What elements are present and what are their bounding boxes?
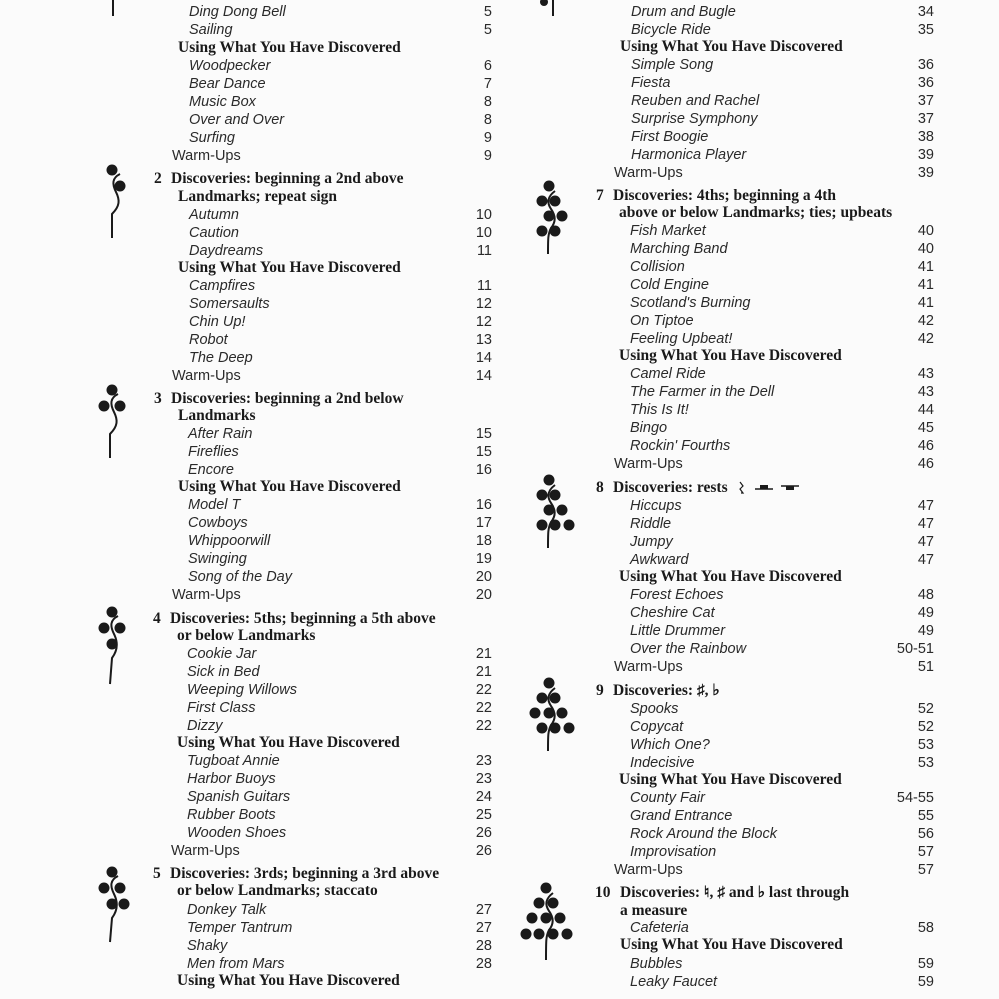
song-page: 49	[917, 623, 934, 639]
song-title: First Class	[187, 700, 256, 716]
unit-number: 10	[595, 884, 611, 901]
song-title: Whippoorwill	[188, 533, 271, 549]
song-title: Woodpecker	[189, 58, 271, 74]
song-title: Cheshire Cat	[630, 605, 715, 621]
song-title: Spooks	[630, 701, 679, 717]
song-title: Music Box	[189, 94, 256, 110]
unit-heading: Discoveries: ♮, ♯ and ♭ last through	[620, 884, 850, 901]
song-title: Song of the Day	[188, 569, 292, 585]
song-page: 28	[475, 938, 492, 954]
song-title: Bear Dance	[189, 76, 266, 92]
song-title: On Tiptoe	[630, 313, 694, 329]
unit-heading: Discoveries: rests	[613, 479, 728, 496]
song-title: Men from Mars	[187, 956, 285, 972]
song-title: Spanish Guitars	[187, 789, 291, 805]
song-title: Scotland's Burning	[630, 295, 751, 311]
song-title: Rubber Boots	[187, 807, 276, 823]
song-title: Daydreams	[189, 243, 264, 259]
song-title: Surfing	[189, 130, 235, 146]
song-title: Feeling Upbeat!	[630, 331, 733, 347]
unit-heading: Discoveries: ♯, ♭	[613, 682, 720, 699]
song-title: Harmonica Player	[631, 147, 747, 163]
song-page: 15	[475, 444, 492, 460]
song-title: Caution	[189, 225, 239, 241]
song-page: 18	[475, 533, 492, 549]
warmups-page: 14	[475, 368, 492, 384]
song-page: 19	[475, 551, 492, 567]
using-heading: Using What You Have Discovered	[178, 259, 401, 276]
song-title: Over and Over	[189, 112, 285, 128]
song-page: 25	[475, 807, 492, 823]
song-title: Over the Rainbow	[630, 641, 747, 657]
unit-heading-continued: Landmarks	[178, 407, 256, 424]
song-page: 41	[917, 259, 934, 275]
using-heading: Using What You Have Discovered	[619, 568, 842, 585]
song-page: 27	[475, 902, 492, 918]
warmups-label: Warm-Ups	[614, 456, 683, 472]
tree-7-notes-icon	[536, 178, 580, 256]
song-title: Wooden Shoes	[187, 825, 287, 841]
song-page: 14	[475, 350, 492, 366]
song-page: 54-55	[896, 790, 934, 806]
song-title: Encore	[188, 462, 234, 478]
warmups-label: Warm-Ups	[172, 368, 241, 384]
song-page: 47	[917, 498, 934, 514]
unit-heading-continued: Landmarks; repeat sign	[178, 188, 338, 205]
song-title: Bingo	[630, 420, 668, 436]
song-title: Sick in Bed	[187, 664, 260, 680]
song-title: Shaky	[187, 938, 228, 954]
song-title: Rockin' Fourths	[630, 438, 731, 454]
song-title: The Deep	[189, 350, 253, 366]
song-title: Riddle	[630, 516, 672, 532]
song-page: 13	[475, 332, 492, 348]
song-title: Drum and Bugle	[631, 4, 736, 20]
song-title: Forest Echoes	[630, 587, 724, 603]
song-title: Donkey Talk	[187, 902, 267, 918]
song-page: 8	[483, 112, 492, 128]
song-title: Temper Tantrum	[187, 920, 293, 936]
warmups-page: 20	[475, 587, 492, 603]
song-page: 50-51	[896, 641, 934, 657]
song-title: Dizzy	[187, 718, 223, 734]
song-page: 59	[917, 956, 934, 972]
song-title: Jumpy	[630, 534, 673, 550]
song-title: Fiesta	[631, 75, 671, 91]
song-title: Autumn	[189, 207, 239, 223]
song-title: Model T	[188, 497, 241, 513]
song-title: Reuben and Rachel	[631, 93, 760, 109]
tree-stem-icon	[100, 0, 130, 20]
song-page: 47	[917, 516, 934, 532]
song-page: 37	[917, 93, 934, 109]
song-title: Weeping Willows	[187, 682, 298, 698]
song-page: 8	[483, 94, 492, 110]
song-title: Robot	[189, 332, 228, 348]
song-title: Tugboat Annie	[187, 753, 280, 769]
using-heading: Using What You Have Discovered	[619, 771, 842, 788]
using-heading: Using What You Have Discovered	[620, 936, 843, 953]
song-title: Bubbles	[630, 956, 683, 972]
song-title: This Is It!	[630, 402, 689, 418]
song-page: 58	[917, 920, 934, 936]
warmups-label: Warm-Ups	[614, 165, 683, 181]
song-title: The Farmer in the Dell	[630, 384, 775, 400]
using-heading: Using What You Have Discovered	[177, 734, 400, 751]
song-page: 22	[475, 682, 492, 698]
song-page: 40	[917, 223, 934, 239]
song-page: 35	[917, 22, 934, 38]
song-page: 56	[917, 826, 934, 842]
tree-4-notes-icon	[96, 604, 136, 688]
warmups-label: Warm-Ups	[614, 862, 683, 878]
using-heading: Using What You Have Discovered	[177, 972, 400, 989]
song-page: 9	[483, 130, 492, 146]
song-title: County Fair	[630, 790, 705, 806]
unit-number: 2	[154, 170, 162, 187]
tree-9-notes-icon	[529, 675, 585, 753]
song-title: Sailing	[189, 22, 233, 38]
warmups-page: 9	[483, 148, 492, 164]
unit-heading: Discoveries: 4ths; beginning a 4th	[613, 187, 837, 204]
warmups-page: 39	[917, 165, 934, 181]
using-heading: Using What You Have Discovered	[619, 347, 842, 364]
song-page: 16	[475, 462, 492, 478]
song-title: Ding Dong Bell	[189, 4, 286, 20]
warmups-label: Warm-Ups	[171, 843, 240, 859]
song-title: Indecisive	[630, 755, 695, 771]
unit-heading: Discoveries: beginning a 2nd above	[171, 170, 404, 187]
warmups-label: Warm-Ups	[614, 659, 683, 675]
song-page: 15	[475, 426, 492, 442]
song-page: 41	[917, 277, 934, 293]
song-page: 55	[917, 808, 934, 824]
using-heading: Using What You Have Discovered	[620, 38, 843, 55]
song-page: 22	[475, 718, 492, 734]
song-page: 42	[917, 313, 934, 329]
song-page: 21	[475, 646, 492, 662]
song-title: Chin Up!	[189, 314, 246, 330]
tree-5-notes-icon	[96, 864, 136, 944]
unit-number: 9	[596, 682, 604, 699]
unit-heading-continued: above or below Landmarks; ties; upbeats	[619, 204, 893, 221]
unit-number: 5	[153, 865, 161, 882]
song-page: 11	[476, 243, 492, 259]
warmups-page: 46	[917, 456, 934, 472]
song-page: 40	[917, 241, 934, 257]
song-page: 36	[917, 75, 934, 91]
warmups-page: 57	[917, 862, 934, 878]
whole-rest-icon	[781, 486, 799, 490]
song-page: 42	[917, 331, 934, 347]
quarter-rest-icon	[740, 482, 743, 493]
unit-number: 4	[153, 610, 161, 627]
warmups-page: 51	[917, 659, 934, 675]
song-page: 43	[917, 384, 934, 400]
tree-3-notes-icon	[96, 382, 136, 462]
song-title: Leaky Faucet	[630, 974, 718, 990]
song-title: Simple Song	[631, 57, 714, 73]
song-page: 49	[917, 605, 934, 621]
song-page: 11	[476, 278, 492, 294]
song-page: 34	[917, 4, 934, 20]
song-title: Harbor Buoys	[187, 771, 276, 787]
song-page: 27	[475, 920, 492, 936]
song-page: 41	[917, 295, 934, 311]
song-title: Collision	[630, 259, 685, 275]
song-title: Copycat	[630, 719, 684, 735]
song-title: First Boogie	[631, 129, 709, 145]
unit-heading: Discoveries: 3rds; beginning a 3rd above	[170, 865, 440, 882]
song-title: Cafeteria	[630, 920, 689, 936]
using-heading: Using What You Have Discovered	[178, 478, 401, 495]
song-page: 17	[475, 515, 492, 531]
song-page: 53	[917, 755, 934, 771]
song-page: 44	[917, 402, 934, 418]
song-page: 45	[917, 420, 934, 436]
song-page: 12	[475, 314, 492, 330]
song-page: 37	[917, 111, 934, 127]
song-page: 22	[475, 700, 492, 716]
song-title: Rock Around the Block	[630, 826, 777, 842]
song-title: Swinging	[188, 551, 247, 567]
song-page: 47	[917, 552, 934, 568]
warmups-label: Warm-Ups	[172, 587, 241, 603]
tree-2-notes-icon	[98, 162, 138, 242]
song-page: 10	[475, 207, 492, 223]
unit-heading: Discoveries: beginning a 2nd below	[171, 390, 404, 407]
song-title: Cold Engine	[630, 277, 709, 293]
song-title: Fireflies	[188, 444, 239, 460]
warmups-label: Warm-Ups	[172, 148, 241, 164]
song-title: Surprise Symphony	[631, 111, 758, 127]
song-title: Bicycle Ride	[631, 22, 711, 38]
unit-heading: Discoveries: 5ths; beginning a 5th above	[170, 610, 436, 627]
unit-number: 8	[596, 479, 604, 496]
song-page: 57	[917, 844, 934, 860]
song-title: Hiccups	[630, 498, 682, 514]
song-page: 26	[475, 825, 492, 841]
unit-heading-continued: or below Landmarks; staccato	[177, 882, 378, 899]
tree-10-notes-icon	[520, 880, 584, 962]
song-title: Grand Entrance	[630, 808, 733, 824]
song-page: 39	[917, 147, 934, 163]
song-page: 36	[917, 57, 934, 73]
tree-stem-icon	[540, 0, 570, 20]
song-page: 24	[475, 789, 492, 805]
song-title: Campfires	[189, 278, 256, 294]
unit-heading-continued: or below Landmarks	[177, 627, 316, 644]
using-heading: Using What You Have Discovered	[178, 39, 401, 56]
unit-number: 3	[154, 390, 162, 407]
song-title: Marching Band	[630, 241, 728, 257]
song-page: 7	[483, 76, 492, 92]
song-page: 20	[475, 569, 492, 585]
song-page: 16	[475, 497, 492, 513]
song-title: Awkward	[630, 552, 689, 568]
song-title: Little Drummer	[630, 623, 726, 639]
song-page: 53	[917, 737, 934, 753]
unit-number: 7	[596, 187, 604, 204]
song-page: 47	[917, 534, 934, 550]
song-page: 46	[917, 438, 934, 454]
song-title: Camel Ride	[630, 366, 706, 382]
song-page: 48	[917, 587, 934, 603]
half-rest-icon	[755, 485, 773, 489]
song-page: 5	[483, 22, 492, 38]
song-title: Somersaults	[189, 296, 270, 312]
song-page: 28	[475, 956, 492, 972]
song-title: Cookie Jar	[187, 646, 257, 662]
unit-heading-continued: a measure	[620, 902, 688, 919]
song-page: 59	[917, 974, 934, 990]
song-title: Cowboys	[188, 515, 248, 531]
song-page: 12	[475, 296, 492, 312]
rest-symbols	[737, 481, 811, 495]
song-page: 23	[475, 753, 492, 769]
song-title: Which One?	[630, 737, 710, 753]
song-page: 43	[917, 366, 934, 382]
tree-8-notes-icon	[536, 472, 586, 550]
song-title: Improvisation	[630, 844, 717, 860]
song-page: 52	[917, 701, 934, 717]
song-page: 52	[917, 719, 934, 735]
song-page: 23	[475, 771, 492, 787]
song-page: 6	[483, 58, 492, 74]
song-page: 5	[483, 4, 492, 20]
song-page: 38	[917, 129, 934, 145]
song-page: 10	[475, 225, 492, 241]
song-title: After Rain	[188, 426, 253, 442]
song-title: Fish Market	[630, 223, 706, 239]
warmups-page: 26	[475, 843, 492, 859]
song-page: 21	[475, 664, 492, 680]
